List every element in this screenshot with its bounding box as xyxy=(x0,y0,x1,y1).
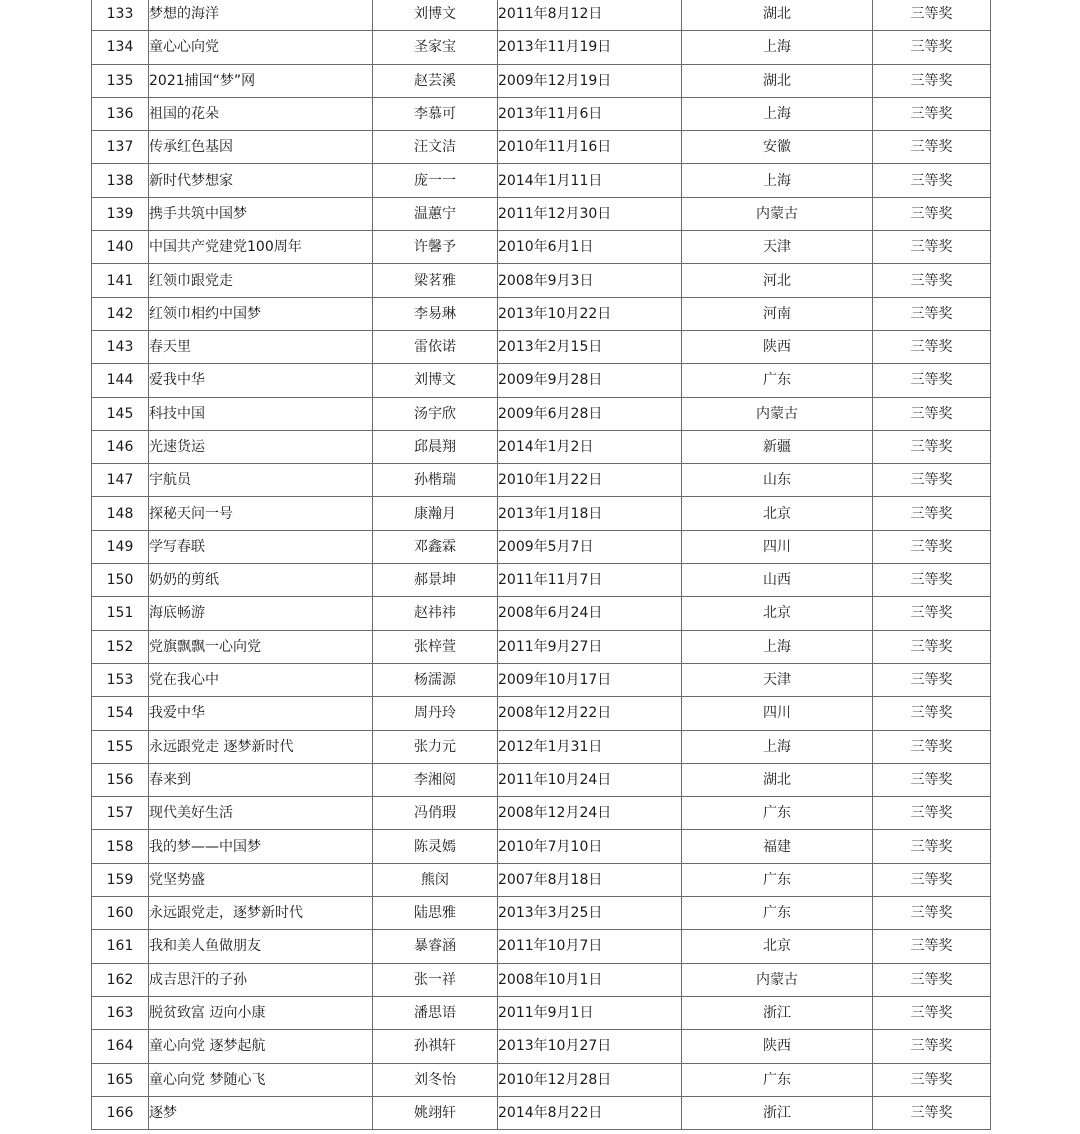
author-name-cell: 张一祥 xyxy=(373,963,498,996)
region-cell: 内蒙古 xyxy=(682,197,873,230)
region-cell: 广东 xyxy=(682,863,873,896)
award-level-cell: 三等奖 xyxy=(873,131,991,164)
work-title-cell: 科技中国 xyxy=(149,397,373,430)
award-level-cell: 三等奖 xyxy=(873,564,991,597)
table-row xyxy=(92,364,991,397)
row-number-cell: 146 xyxy=(92,430,149,463)
row-number-cell: 152 xyxy=(92,630,149,663)
award-level-cell: 三等奖 xyxy=(873,697,991,730)
table-row xyxy=(92,430,991,463)
region-cell: 北京 xyxy=(682,497,873,530)
work-title-cell: 携手共筑中国梦 xyxy=(149,197,373,230)
region-cell: 广东 xyxy=(682,1063,873,1096)
region-cell: 山西 xyxy=(682,564,873,597)
author-name-cell: 许馨予 xyxy=(373,231,498,264)
table-row xyxy=(92,197,991,230)
region-cell: 天津 xyxy=(682,663,873,696)
row-number-cell: 138 xyxy=(92,164,149,197)
work-title-cell: 春来到 xyxy=(149,763,373,796)
table-row xyxy=(92,697,991,730)
work-title-cell: 党坚势盛 xyxy=(149,863,373,896)
table-row xyxy=(92,730,991,763)
birth-date-cell: 2010年7月10日 xyxy=(498,830,682,863)
author-name-cell: 邱晨翔 xyxy=(373,430,498,463)
table-row xyxy=(92,797,991,830)
table-row xyxy=(92,830,991,863)
award-level-cell: 三等奖 xyxy=(873,164,991,197)
award-level-cell: 三等奖 xyxy=(873,963,991,996)
region-cell: 广东 xyxy=(682,364,873,397)
birth-date-cell: 2014年1月2日 xyxy=(498,430,682,463)
region-cell: 山东 xyxy=(682,464,873,497)
birth-date-cell: 2009年9月28日 xyxy=(498,364,682,397)
author-name-cell: 姚翊轩 xyxy=(373,1096,498,1129)
table-row xyxy=(92,464,991,497)
work-title-cell: 海底畅游 xyxy=(149,597,373,630)
region-cell: 浙江 xyxy=(682,996,873,1029)
author-name-cell: 康瀚月 xyxy=(373,497,498,530)
table-row xyxy=(92,264,991,297)
work-title-cell: 党旗飘飘一心向党 xyxy=(149,630,373,663)
author-name-cell: 张梓萱 xyxy=(373,630,498,663)
region-cell: 四川 xyxy=(682,697,873,730)
award-level-cell: 三等奖 xyxy=(873,264,991,297)
region-cell: 新疆 xyxy=(682,430,873,463)
region-cell: 湖北 xyxy=(682,0,873,31)
work-title-cell: 永远跟党走，逐梦新时代 xyxy=(149,897,373,930)
row-number-cell: 153 xyxy=(92,663,149,696)
table-row xyxy=(92,131,991,164)
author-name-cell: 杨濡源 xyxy=(373,663,498,696)
author-name-cell: 孙祺轩 xyxy=(373,1030,498,1063)
table-row xyxy=(92,397,991,430)
work-title-cell: 红领巾跟党走 xyxy=(149,264,373,297)
author-name-cell: 郝景坤 xyxy=(373,564,498,597)
work-title-cell: 祖国的花朵 xyxy=(149,97,373,130)
region-cell: 北京 xyxy=(682,597,873,630)
work-title-cell: 传承红色基因 xyxy=(149,131,373,164)
work-title-cell: 永远跟党走 逐梦新时代 xyxy=(149,730,373,763)
region-cell: 湖北 xyxy=(682,64,873,97)
table-row xyxy=(92,97,991,130)
birth-date-cell: 2013年10月22日 xyxy=(498,297,682,330)
award-level-cell: 三等奖 xyxy=(873,730,991,763)
award-level-cell: 三等奖 xyxy=(873,597,991,630)
work-title-cell: 童心向党 梦随心飞 xyxy=(149,1063,373,1096)
region-cell: 陕西 xyxy=(682,330,873,363)
row-number-cell: 162 xyxy=(92,963,149,996)
award-level-cell: 三等奖 xyxy=(873,197,991,230)
birth-date-cell: 2013年10月27日 xyxy=(498,1030,682,1063)
work-title-cell: 童心心向党 xyxy=(149,31,373,64)
table-row xyxy=(92,930,991,963)
region-cell: 河北 xyxy=(682,264,873,297)
author-name-cell: 汤宇欣 xyxy=(373,397,498,430)
award-table xyxy=(91,0,991,1130)
author-name-cell: 雷依诺 xyxy=(373,330,498,363)
table-row xyxy=(92,863,991,896)
author-name-cell: 温蕙宁 xyxy=(373,197,498,230)
row-number-cell: 134 xyxy=(92,31,149,64)
table-row xyxy=(92,530,991,563)
table-row xyxy=(92,330,991,363)
region-cell: 内蒙古 xyxy=(682,963,873,996)
author-name-cell: 暴睿涵 xyxy=(373,930,498,963)
work-title-cell: 新时代梦想家 xyxy=(149,164,373,197)
award-level-cell: 三等奖 xyxy=(873,231,991,264)
work-title-cell: 我的梦——中国梦 xyxy=(149,830,373,863)
birth-date-cell: 2012年1月31日 xyxy=(498,730,682,763)
region-cell: 四川 xyxy=(682,530,873,563)
table-row xyxy=(92,897,991,930)
table-body xyxy=(92,0,991,1130)
work-title-cell: 学写春联 xyxy=(149,530,373,563)
award-level-cell: 三等奖 xyxy=(873,863,991,896)
award-level-cell: 三等奖 xyxy=(873,297,991,330)
work-title-cell: 2021捕国“梦”网 xyxy=(149,64,373,97)
award-level-cell: 三等奖 xyxy=(873,0,991,31)
award-level-cell: 三等奖 xyxy=(873,31,991,64)
table-row xyxy=(92,31,991,64)
table-row xyxy=(92,231,991,264)
row-number-cell: 148 xyxy=(92,497,149,530)
row-number-cell: 139 xyxy=(92,197,149,230)
table-row xyxy=(92,663,991,696)
author-name-cell: 赵芸溪 xyxy=(373,64,498,97)
region-cell: 上海 xyxy=(682,31,873,64)
region-cell: 河南 xyxy=(682,297,873,330)
region-cell: 浙江 xyxy=(682,1096,873,1129)
row-number-cell: 133 xyxy=(92,0,149,31)
work-title-cell: 宇航员 xyxy=(149,464,373,497)
birth-date-cell: 2010年6月1日 xyxy=(498,231,682,264)
work-title-cell: 光速货运 xyxy=(149,430,373,463)
award-level-cell: 三等奖 xyxy=(873,930,991,963)
award-level-cell: 三等奖 xyxy=(873,797,991,830)
row-number-cell: 161 xyxy=(92,930,149,963)
work-title-cell: 中国共产党建党100周年 xyxy=(149,231,373,264)
work-title-cell: 童心向党 逐梦起航 xyxy=(149,1030,373,1063)
author-name-cell: 刘博文 xyxy=(373,364,498,397)
birth-date-cell: 2010年12月28日 xyxy=(498,1063,682,1096)
table-row xyxy=(92,996,991,1029)
birth-date-cell: 2009年10月17日 xyxy=(498,663,682,696)
author-name-cell: 圣家宝 xyxy=(373,31,498,64)
award-level-cell: 三等奖 xyxy=(873,364,991,397)
author-name-cell: 邓鑫霖 xyxy=(373,530,498,563)
row-number-cell: 143 xyxy=(92,330,149,363)
region-cell: 湖北 xyxy=(682,763,873,796)
award-level-cell: 三等奖 xyxy=(873,830,991,863)
author-name-cell: 刘冬怡 xyxy=(373,1063,498,1096)
birth-date-cell: 2008年12月22日 xyxy=(498,697,682,730)
row-number-cell: 157 xyxy=(92,797,149,830)
birth-date-cell: 2007年8月18日 xyxy=(498,863,682,896)
birth-date-cell: 2009年12月19日 xyxy=(498,64,682,97)
row-number-cell: 159 xyxy=(92,863,149,896)
region-cell: 上海 xyxy=(682,164,873,197)
row-number-cell: 137 xyxy=(92,131,149,164)
table-row xyxy=(92,1030,991,1063)
award-level-cell: 三等奖 xyxy=(873,1063,991,1096)
birth-date-cell: 2013年11月19日 xyxy=(498,31,682,64)
row-number-cell: 154 xyxy=(92,697,149,730)
work-title-cell: 春天里 xyxy=(149,330,373,363)
row-number-cell: 158 xyxy=(92,830,149,863)
award-level-cell: 三等奖 xyxy=(873,530,991,563)
award-level-cell: 三等奖 xyxy=(873,663,991,696)
row-number-cell: 142 xyxy=(92,297,149,330)
birth-date-cell: 2013年2月15日 xyxy=(498,330,682,363)
birth-date-cell: 2014年8月22日 xyxy=(498,1096,682,1129)
author-name-cell: 刘博文 xyxy=(373,0,498,31)
table-row xyxy=(92,297,991,330)
award-level-cell: 三等奖 xyxy=(873,64,991,97)
table-row xyxy=(92,164,991,197)
region-cell: 安徽 xyxy=(682,131,873,164)
award-level-cell: 三等奖 xyxy=(873,897,991,930)
birth-date-cell: 2011年9月27日 xyxy=(498,630,682,663)
author-name-cell: 周丹玲 xyxy=(373,697,498,730)
author-name-cell: 梁茗雅 xyxy=(373,264,498,297)
row-number-cell: 145 xyxy=(92,397,149,430)
birth-date-cell: 2011年11月7日 xyxy=(498,564,682,597)
birth-date-cell: 2013年3月25日 xyxy=(498,897,682,930)
table-row xyxy=(92,1096,991,1129)
birth-date-cell: 2010年11月16日 xyxy=(498,131,682,164)
birth-date-cell: 2009年5月7日 xyxy=(498,530,682,563)
birth-date-cell: 2008年6月24日 xyxy=(498,597,682,630)
birth-date-cell: 2008年9月3日 xyxy=(498,264,682,297)
table-row xyxy=(92,564,991,597)
work-title-cell: 党在我心中 xyxy=(149,663,373,696)
row-number-cell: 140 xyxy=(92,231,149,264)
row-number-cell: 135 xyxy=(92,64,149,97)
region-cell: 广东 xyxy=(682,897,873,930)
award-level-cell: 三等奖 xyxy=(873,1096,991,1129)
region-cell: 陕西 xyxy=(682,1030,873,1063)
author-name-cell: 陈灵嫣 xyxy=(373,830,498,863)
table-row xyxy=(92,1063,991,1096)
award-level-cell: 三等奖 xyxy=(873,397,991,430)
table-row xyxy=(92,630,991,663)
award-level-cell: 三等奖 xyxy=(873,430,991,463)
row-number-cell: 166 xyxy=(92,1096,149,1129)
award-level-cell: 三等奖 xyxy=(873,497,991,530)
author-name-cell: 庞一一 xyxy=(373,164,498,197)
region-cell: 上海 xyxy=(682,630,873,663)
birth-date-cell: 2011年8月12日 xyxy=(498,0,682,31)
birth-date-cell: 2013年1月18日 xyxy=(498,497,682,530)
region-cell: 天津 xyxy=(682,231,873,264)
author-name-cell: 李易琳 xyxy=(373,297,498,330)
birth-date-cell: 2013年11月6日 xyxy=(498,97,682,130)
birth-date-cell: 2009年6月28日 xyxy=(498,397,682,430)
row-number-cell: 136 xyxy=(92,97,149,130)
author-name-cell: 冯俏瑕 xyxy=(373,797,498,830)
work-title-cell: 奶奶的剪纸 xyxy=(149,564,373,597)
author-name-cell: 张力元 xyxy=(373,730,498,763)
region-cell: 上海 xyxy=(682,730,873,763)
region-cell: 广东 xyxy=(682,797,873,830)
region-cell: 上海 xyxy=(682,97,873,130)
work-title-cell: 成吉思汗的子孙 xyxy=(149,963,373,996)
row-number-cell: 165 xyxy=(92,1063,149,1096)
row-number-cell: 150 xyxy=(92,564,149,597)
table-row xyxy=(92,497,991,530)
region-cell: 福建 xyxy=(682,830,873,863)
birth-date-cell: 2011年10月7日 xyxy=(498,930,682,963)
award-level-cell: 三等奖 xyxy=(873,630,991,663)
work-title-cell: 梦想的海洋 xyxy=(149,0,373,31)
work-title-cell: 我和美人鱼做朋友 xyxy=(149,930,373,963)
award-level-cell: 三等奖 xyxy=(873,1030,991,1063)
work-title-cell: 脱贫致富 迈向小康 xyxy=(149,996,373,1029)
row-number-cell: 155 xyxy=(92,730,149,763)
row-number-cell: 141 xyxy=(92,264,149,297)
row-number-cell: 149 xyxy=(92,530,149,563)
author-name-cell: 汪文洁 xyxy=(373,131,498,164)
row-number-cell: 147 xyxy=(92,464,149,497)
table-row xyxy=(92,597,991,630)
award-level-cell: 三等奖 xyxy=(873,330,991,363)
birth-date-cell: 2011年9月1日 xyxy=(498,996,682,1029)
author-name-cell: 李湘阅 xyxy=(373,763,498,796)
author-name-cell: 熊闵 xyxy=(373,863,498,896)
work-title-cell: 探秘天问一号 xyxy=(149,497,373,530)
award-level-cell: 三等奖 xyxy=(873,996,991,1029)
region-cell: 内蒙古 xyxy=(682,397,873,430)
work-title-cell: 现代美好生活 xyxy=(149,797,373,830)
table-row xyxy=(92,64,991,97)
author-name-cell: 孙楷瑞 xyxy=(373,464,498,497)
row-number-cell: 151 xyxy=(92,597,149,630)
birth-date-cell: 2011年10月24日 xyxy=(498,763,682,796)
author-name-cell: 潘思语 xyxy=(373,996,498,1029)
row-number-cell: 163 xyxy=(92,996,149,1029)
award-level-cell: 三等奖 xyxy=(873,464,991,497)
table-row xyxy=(92,963,991,996)
work-title-cell: 红领巾相约中国梦 xyxy=(149,297,373,330)
birth-date-cell: 2011年12月30日 xyxy=(498,197,682,230)
birth-date-cell: 2010年1月22日 xyxy=(498,464,682,497)
birth-date-cell: 2014年1月11日 xyxy=(498,164,682,197)
work-title-cell: 逐梦 xyxy=(149,1096,373,1129)
award-level-cell: 三等奖 xyxy=(873,763,991,796)
birth-date-cell: 2008年12月24日 xyxy=(498,797,682,830)
region-cell: 北京 xyxy=(682,930,873,963)
table-row xyxy=(92,763,991,796)
table-row xyxy=(92,0,991,31)
row-number-cell: 160 xyxy=(92,897,149,930)
row-number-cell: 156 xyxy=(92,763,149,796)
work-title-cell: 我爱中华 xyxy=(149,697,373,730)
author-name-cell: 赵祎祎 xyxy=(373,597,498,630)
award-level-cell: 三等奖 xyxy=(873,97,991,130)
row-number-cell: 144 xyxy=(92,364,149,397)
work-title-cell: 爱我中华 xyxy=(149,364,373,397)
author-name-cell: 陆思雅 xyxy=(373,897,498,930)
row-number-cell: 164 xyxy=(92,1030,149,1063)
birth-date-cell: 2008年10月1日 xyxy=(498,963,682,996)
author-name-cell: 李慕可 xyxy=(373,97,498,130)
